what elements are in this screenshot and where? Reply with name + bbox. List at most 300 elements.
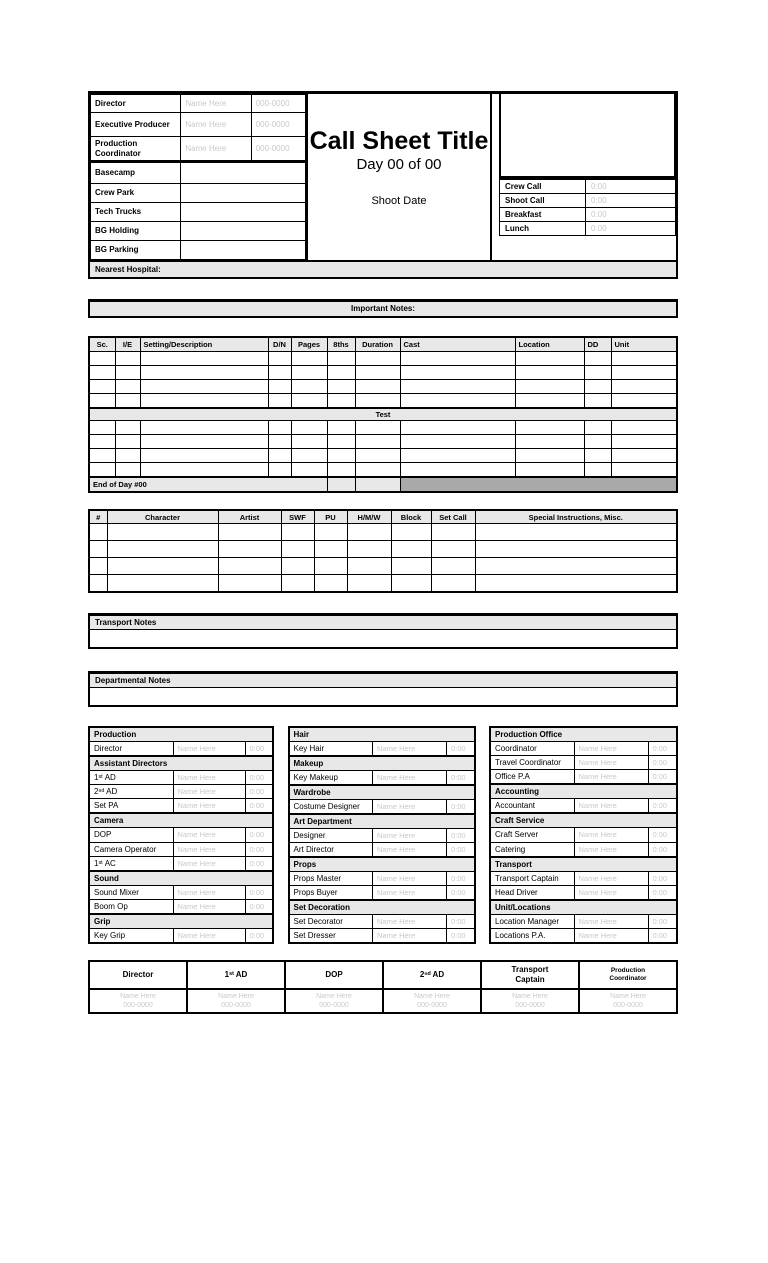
crew-name-field[interactable]: Name Here <box>173 842 245 856</box>
crew-name-field[interactable]: Name Here <box>574 914 648 928</box>
scene-cell[interactable] <box>140 463 268 478</box>
character-cell[interactable] <box>475 524 677 541</box>
signature-name-field[interactable]: Name Here <box>512 992 548 1000</box>
scene-cell[interactable] <box>140 366 268 380</box>
crew-time-field[interactable]: 0:00 <box>648 842 677 857</box>
signature-name-cell[interactable] <box>481 989 579 1013</box>
location-label: Tech Trucks <box>91 203 181 222</box>
scene-cell[interactable] <box>611 366 677 380</box>
crew-section-header-row <box>89 756 273 771</box>
crew-name-field[interactable]: Name Here <box>373 929 447 944</box>
crew-section-header-row <box>490 900 677 915</box>
crew-section-header: Accounting <box>490 784 677 799</box>
scene-cell[interactable] <box>611 394 677 409</box>
scene-cell[interactable] <box>89 380 115 394</box>
signature-name-field[interactable]: Name Here <box>610 992 646 1000</box>
character-cell[interactable] <box>391 558 431 575</box>
signature-name-cell[interactable] <box>187 989 285 1013</box>
crew-role-row <box>89 742 273 757</box>
scene-cell[interactable] <box>268 352 291 366</box>
crew-time-field[interactable]: 0:00 <box>245 856 273 871</box>
signature-name-row <box>89 989 677 1013</box>
scene-cell[interactable] <box>268 394 291 409</box>
crew-time-field[interactable]: 0:00 <box>648 885 677 900</box>
crew-name-field[interactable]: Name Here <box>574 842 648 857</box>
crew-time-field[interactable]: 0:00 <box>245 885 273 899</box>
scene-cell[interactable] <box>400 435 515 449</box>
crew-name-field[interactable]: Name Here <box>373 915 447 929</box>
character-cell[interactable] <box>347 575 391 593</box>
scene-cell[interactable] <box>584 435 611 449</box>
signature-phone-field[interactable]: 000-0000 <box>123 1002 153 1009</box>
crew-section-header: Art Department <box>289 814 475 829</box>
scene-cell[interactable] <box>140 380 268 394</box>
scene-cell[interactable] <box>268 435 291 449</box>
crew-time-field[interactable]: 0:00 <box>245 742 273 757</box>
crew-name-field[interactable]: Name Here <box>173 799 245 814</box>
scene-cell[interactable] <box>89 449 115 463</box>
crew-name-field[interactable]: Name Here <box>373 843 447 858</box>
character-row <box>89 575 677 593</box>
crew-name-field[interactable]: Name Here <box>173 885 245 899</box>
scene-cell[interactable] <box>89 394 115 409</box>
crew-name-field[interactable]: Name Here <box>173 856 245 871</box>
scene-cell[interactable] <box>268 366 291 380</box>
location-label: BG Holding <box>91 222 181 241</box>
signature-column-header: Transport Captain <box>481 961 579 989</box>
crew-section-header: Camera <box>89 813 273 828</box>
crew-name-field[interactable]: Name Here <box>574 770 648 785</box>
crew-section <box>88 726 678 944</box>
call-time-label: Lunch <box>500 222 586 236</box>
call-time-value-field[interactable]: 0:00 <box>586 179 676 194</box>
crew-section-header-row <box>89 727 273 742</box>
contact-phone-field[interactable]: 000-0000 <box>251 137 305 162</box>
end-of-day-cell[interactable] <box>327 477 355 492</box>
scene-cell[interactable] <box>515 463 584 478</box>
scene-cell[interactable] <box>400 352 515 366</box>
scene-cell[interactable] <box>400 421 515 435</box>
location-value-field[interactable] <box>181 241 306 260</box>
scene-row <box>89 352 677 366</box>
crew-time-field[interactable]: 0:00 <box>447 872 475 886</box>
signature-phone-field[interactable]: 000-0000 <box>515 1002 545 1009</box>
scene-cell[interactable] <box>515 366 584 380</box>
scene-cell[interactable] <box>611 463 677 478</box>
scene-cell[interactable] <box>140 352 268 366</box>
location-row <box>91 203 306 222</box>
character-cell[interactable] <box>391 575 431 593</box>
signature-name-cell[interactable] <box>579 989 677 1013</box>
scene-cell[interactable] <box>291 394 327 409</box>
crew-name-field[interactable]: Name Here <box>173 742 245 757</box>
scene-cell[interactable] <box>115 394 140 409</box>
crew-role-row <box>490 742 677 756</box>
crew-section-header: Grip <box>89 914 273 929</box>
scene-cell[interactable] <box>515 352 584 366</box>
contact-name-field[interactable]: Name Here <box>181 113 251 137</box>
scene-cell[interactable] <box>115 380 140 394</box>
signature-column-header: 1ˢᵗ AD <box>187 961 285 989</box>
scene-cell[interactable] <box>584 352 611 366</box>
scene-cell[interactable] <box>515 421 584 435</box>
crew-time-field[interactable]: 0:00 <box>245 842 273 856</box>
contact-label: Director <box>91 95 181 113</box>
crew-role-row <box>89 828 273 842</box>
signature-name-cell[interactable] <box>89 989 187 1013</box>
scene-cell[interactable] <box>400 380 515 394</box>
character-cell[interactable] <box>218 558 281 575</box>
crew-role-label: Coordinator <box>490 742 574 756</box>
character-cell[interactable] <box>431 575 475 593</box>
scene-cell[interactable] <box>115 421 140 435</box>
crew-name-field[interactable]: Name Here <box>574 871 648 885</box>
scene-cell[interactable] <box>355 380 400 394</box>
crew-section-header: Makeup <box>289 756 475 771</box>
crew-role-row <box>490 914 677 928</box>
scene-cell[interactable] <box>400 449 515 463</box>
crew-role-label: Props Master <box>289 872 373 886</box>
signature-column-header: 2ⁿᵈ AD <box>383 961 481 989</box>
scene-cell[interactable] <box>327 449 355 463</box>
scene-cell[interactable] <box>140 394 268 409</box>
crew-role-label: 1ˢᵗ AD <box>89 771 173 785</box>
character-cell[interactable] <box>347 524 391 541</box>
location-row <box>91 162 306 184</box>
crew-name-field[interactable]: Name Here <box>574 828 648 842</box>
nearest-hospital-bar: Nearest Hospital: <box>90 260 676 277</box>
scene-cell[interactable] <box>400 366 515 380</box>
character-cell[interactable] <box>314 541 347 558</box>
contact-name-field[interactable]: Name Here <box>181 95 251 113</box>
crew-role-label: Travel Coordinator <box>490 756 574 770</box>
character-cell[interactable] <box>281 558 314 575</box>
header-contacts-locations <box>90 94 306 260</box>
scene-cell[interactable] <box>611 449 677 463</box>
crew-name-field[interactable]: Name Here <box>173 928 245 943</box>
crew-name-field[interactable]: Name Here <box>373 829 447 843</box>
crew-time-field[interactable]: 0:00 <box>648 756 677 770</box>
scene-cell[interactable] <box>89 366 115 380</box>
crew-section-header-row <box>89 871 273 886</box>
scene-cell[interactable] <box>400 394 515 409</box>
character-cell[interactable] <box>89 558 107 575</box>
character-cell[interactable] <box>431 524 475 541</box>
scene-cell[interactable] <box>584 394 611 409</box>
crew-role-row <box>490 799 677 814</box>
crew-name-field[interactable]: Name Here <box>574 928 648 943</box>
scene-cell[interactable] <box>268 449 291 463</box>
scene-cell[interactable] <box>584 366 611 380</box>
character-cell[interactable] <box>347 541 391 558</box>
scene-cell[interactable] <box>115 463 140 478</box>
crew-role-label: Head Driver <box>490 885 574 900</box>
character-cell[interactable] <box>314 575 347 593</box>
character-cell[interactable] <box>475 541 677 558</box>
scene-table <box>88 336 678 493</box>
scene-cell[interactable] <box>268 380 291 394</box>
signature-phone-field[interactable]: 000-0000 <box>319 1002 349 1009</box>
end-of-day-label: End of Day #00 <box>89 477 327 492</box>
crew-section-header: Unit/Locations <box>490 900 677 915</box>
scene-cell[interactable] <box>327 394 355 409</box>
crew-name-field[interactable]: Name Here <box>574 799 648 814</box>
scene-header-cell: Setting/Description <box>140 337 268 352</box>
scene-cell[interactable] <box>291 380 327 394</box>
character-row <box>89 558 677 575</box>
call-time-value-field[interactable]: 0:00 <box>586 194 676 208</box>
call-sheet-page <box>88 91 678 1014</box>
crew-section-header: Props <box>289 857 475 872</box>
signature-name-field[interactable]: Name Here <box>120 992 156 1000</box>
scene-cell[interactable] <box>89 435 115 449</box>
crew-name-field[interactable]: Name Here <box>373 886 447 901</box>
scene-cell[interactable] <box>115 449 140 463</box>
character-cell[interactable] <box>475 575 677 593</box>
scene-cell[interactable] <box>89 463 115 478</box>
scene-cell[interactable] <box>355 421 400 435</box>
scene-header-cell: Pages <box>291 337 327 352</box>
crew-role-row <box>289 800 475 815</box>
scene-cell[interactable] <box>355 449 400 463</box>
signature-name-field[interactable]: Name Here <box>316 992 352 1000</box>
character-table <box>88 509 678 593</box>
crew-role-label: Key Grip <box>89 928 173 943</box>
contact-name-field[interactable]: Name Here <box>181 137 251 162</box>
character-cell[interactable] <box>281 541 314 558</box>
transport-notes-header: Transport Notes <box>90 616 676 629</box>
contact-phone-field[interactable]: 000-0000 <box>251 95 305 113</box>
character-cell[interactable] <box>314 524 347 541</box>
scene-cell[interactable] <box>611 380 677 394</box>
signature-column-header: DOP <box>285 961 383 989</box>
crew-time-field[interactable]: 0:00 <box>447 915 475 929</box>
scene-cell[interactable] <box>291 352 327 366</box>
scene-cell[interactable] <box>115 435 140 449</box>
character-cell[interactable] <box>391 541 431 558</box>
scene-row <box>89 449 677 463</box>
character-cell[interactable] <box>107 541 218 558</box>
crew-name-field[interactable]: Name Here <box>373 800 447 815</box>
character-cell[interactable] <box>314 558 347 575</box>
character-cell[interactable] <box>218 524 281 541</box>
signature-table <box>88 960 678 1014</box>
scene-cell[interactable] <box>355 366 400 380</box>
location-value-field[interactable] <box>181 203 306 222</box>
scene-cell[interactable] <box>89 421 115 435</box>
character-cell[interactable] <box>107 558 218 575</box>
scene-cell[interactable] <box>584 449 611 463</box>
scene-cell[interactable] <box>611 352 677 366</box>
character-cell[interactable] <box>431 541 475 558</box>
character-cell[interactable] <box>391 524 431 541</box>
crew-time-field[interactable]: 0:00 <box>648 871 677 885</box>
scene-cell[interactable] <box>291 449 327 463</box>
crew-time-field[interactable]: 0:00 <box>447 829 475 843</box>
crew-role-label: Accountant <box>490 799 574 814</box>
scene-row <box>89 421 677 435</box>
signature-phone-field[interactable]: 000-0000 <box>221 1002 251 1009</box>
scene-cell[interactable] <box>327 352 355 366</box>
scene-cell[interactable] <box>515 449 584 463</box>
scene-cell[interactable] <box>515 380 584 394</box>
character-cell[interactable] <box>107 575 218 593</box>
scene-row <box>89 394 677 409</box>
call-time-label: Shoot Call <box>500 194 586 208</box>
scene-cell[interactable] <box>400 463 515 478</box>
crew-time-field[interactable]: 0:00 <box>447 771 475 786</box>
crew-section-header: Wardrobe <box>289 785 475 800</box>
location-row <box>91 222 306 241</box>
call-time-row <box>500 179 676 194</box>
character-cell[interactable] <box>218 575 281 593</box>
signature-name-field[interactable]: Name Here <box>414 992 450 1000</box>
crew-name-field[interactable]: Name Here <box>173 899 245 914</box>
signature-name-field[interactable]: Name Here <box>218 992 254 1000</box>
crew-time-field[interactable]: 0:00 <box>245 799 273 814</box>
character-cell[interactable] <box>89 541 107 558</box>
contact-phone-field[interactable]: 000-0000 <box>251 113 305 137</box>
scene-cell[interactable] <box>140 449 268 463</box>
character-cell[interactable] <box>475 558 677 575</box>
transport-notes-body[interactable] <box>90 629 676 647</box>
crew-section-header-row <box>490 784 677 799</box>
scene-cell[interactable] <box>355 463 400 478</box>
crew-role-row <box>89 856 273 871</box>
header-blank-box[interactable] <box>499 94 676 178</box>
crew-name-field[interactable]: Name Here <box>373 771 447 786</box>
scene-cell[interactable] <box>584 463 611 478</box>
location-value-field[interactable] <box>181 222 306 241</box>
crew-role-row <box>89 885 273 899</box>
important-notes-bar: Important Notes: <box>88 299 678 318</box>
scene-cell[interactable] <box>584 421 611 435</box>
signature-phone-field[interactable]: 000-0000 <box>613 1002 643 1009</box>
character-cell[interactable] <box>107 524 218 541</box>
scene-cell[interactable] <box>327 463 355 478</box>
scene-cell[interactable] <box>327 366 355 380</box>
crew-name-field[interactable]: Name Here <box>173 828 245 842</box>
crew-name-field[interactable]: Name Here <box>373 872 447 886</box>
crew-time-field[interactable]: 0:00 <box>648 742 677 756</box>
scene-cell[interactable] <box>327 421 355 435</box>
signature-name-cell[interactable] <box>285 989 383 1013</box>
scene-header-cell: Cast <box>400 337 515 352</box>
crew-time-field[interactable]: 0:00 <box>648 799 677 814</box>
signature-column-header: Director <box>89 961 187 989</box>
crew-section-header: Transport <box>490 857 677 872</box>
character-cell[interactable] <box>281 524 314 541</box>
crew-role-row <box>490 756 677 770</box>
scene-cell[interactable] <box>515 435 584 449</box>
character-row <box>89 541 677 558</box>
character-header-cell: Artist <box>218 510 281 524</box>
scene-cell[interactable] <box>355 394 400 409</box>
scene-cell[interactable] <box>268 463 291 478</box>
scene-cell[interactable] <box>291 463 327 478</box>
departmental-notes-block <box>88 671 678 707</box>
scene-cell[interactable] <box>115 366 140 380</box>
crew-role-label: Designer <box>289 829 373 843</box>
scene-cell[interactable] <box>268 421 291 435</box>
end-of-day-cell[interactable] <box>355 477 400 492</box>
scene-cell[interactable] <box>355 352 400 366</box>
crew-time-field[interactable]: 0:00 <box>447 742 475 757</box>
character-cell[interactable] <box>89 575 107 593</box>
location-value-field[interactable] <box>181 184 306 203</box>
crew-name-field[interactable]: Name Here <box>574 756 648 770</box>
scene-cell[interactable] <box>611 421 677 435</box>
signature-phone-field[interactable]: 000-0000 <box>417 1002 447 1009</box>
scene-cell[interactable] <box>115 352 140 366</box>
crew-role-row <box>289 843 475 858</box>
crew-time-field[interactable]: 0:00 <box>648 928 677 943</box>
crew-role-label: 2ⁿᵈ AD <box>89 785 173 799</box>
crew-time-field[interactable]: 0:00 <box>447 843 475 858</box>
scene-cell[interactable] <box>89 352 115 366</box>
scene-row <box>89 380 677 394</box>
crew-section-header-row <box>490 857 677 872</box>
scene-cell[interactable] <box>584 380 611 394</box>
scene-cell[interactable] <box>327 380 355 394</box>
character-cell[interactable] <box>218 541 281 558</box>
scene-cell[interactable] <box>515 394 584 409</box>
call-time-row <box>500 208 676 222</box>
character-cell[interactable] <box>281 575 314 593</box>
crew-name-field[interactable]: Name Here <box>574 885 648 900</box>
scene-cell[interactable] <box>291 366 327 380</box>
crew-time-field[interactable]: 0:00 <box>447 929 475 944</box>
end-of-day-row <box>89 477 677 492</box>
call-time-value-field[interactable]: 0:00 <box>586 222 676 236</box>
scene-cell[interactable] <box>291 435 327 449</box>
crew-name-field[interactable]: Name Here <box>173 785 245 799</box>
departmental-notes-body[interactable] <box>90 687 676 705</box>
character-cell[interactable] <box>431 558 475 575</box>
crew-role-label: Sound Mixer <box>89 885 173 899</box>
character-cell[interactable] <box>89 524 107 541</box>
crew-time-field[interactable]: 0:00 <box>447 800 475 815</box>
call-time-value-field[interactable]: 0:00 <box>586 208 676 222</box>
scene-cell[interactable] <box>291 421 327 435</box>
scene-cell[interactable] <box>140 421 268 435</box>
crew-time-field[interactable]: 0:00 <box>648 828 677 842</box>
crew-time-field[interactable]: 0:00 <box>245 828 273 842</box>
crew-name-field[interactable]: Name Here <box>373 742 447 757</box>
crew-time-field[interactable]: 0:00 <box>245 928 273 943</box>
scene-cell[interactable] <box>327 435 355 449</box>
crew-name-field[interactable]: Name Here <box>173 771 245 785</box>
call-sheet-title: Call Sheet Title <box>309 127 489 155</box>
scene-cell[interactable] <box>355 435 400 449</box>
crew-time-field[interactable]: 0:00 <box>245 899 273 914</box>
character-cell[interactable] <box>347 558 391 575</box>
crew-name-field[interactable]: Name Here <box>574 742 648 756</box>
scene-header-cell: 8ths <box>327 337 355 352</box>
crew-role-label: DOP <box>89 828 173 842</box>
scene-cell[interactable] <box>611 435 677 449</box>
crew-time-field[interactable]: 0:00 <box>648 770 677 785</box>
location-value-field[interactable] <box>181 162 306 184</box>
crew-time-field[interactable]: 0:00 <box>447 886 475 901</box>
scene-cell[interactable] <box>140 435 268 449</box>
crew-time-field[interactable]: 0:00 <box>245 785 273 799</box>
signature-name-cell[interactable] <box>383 989 481 1013</box>
crew-time-field[interactable]: 0:00 <box>245 771 273 785</box>
character-row <box>89 524 677 541</box>
scene-row <box>89 463 677 478</box>
crew-time-field[interactable]: 0:00 <box>648 914 677 928</box>
